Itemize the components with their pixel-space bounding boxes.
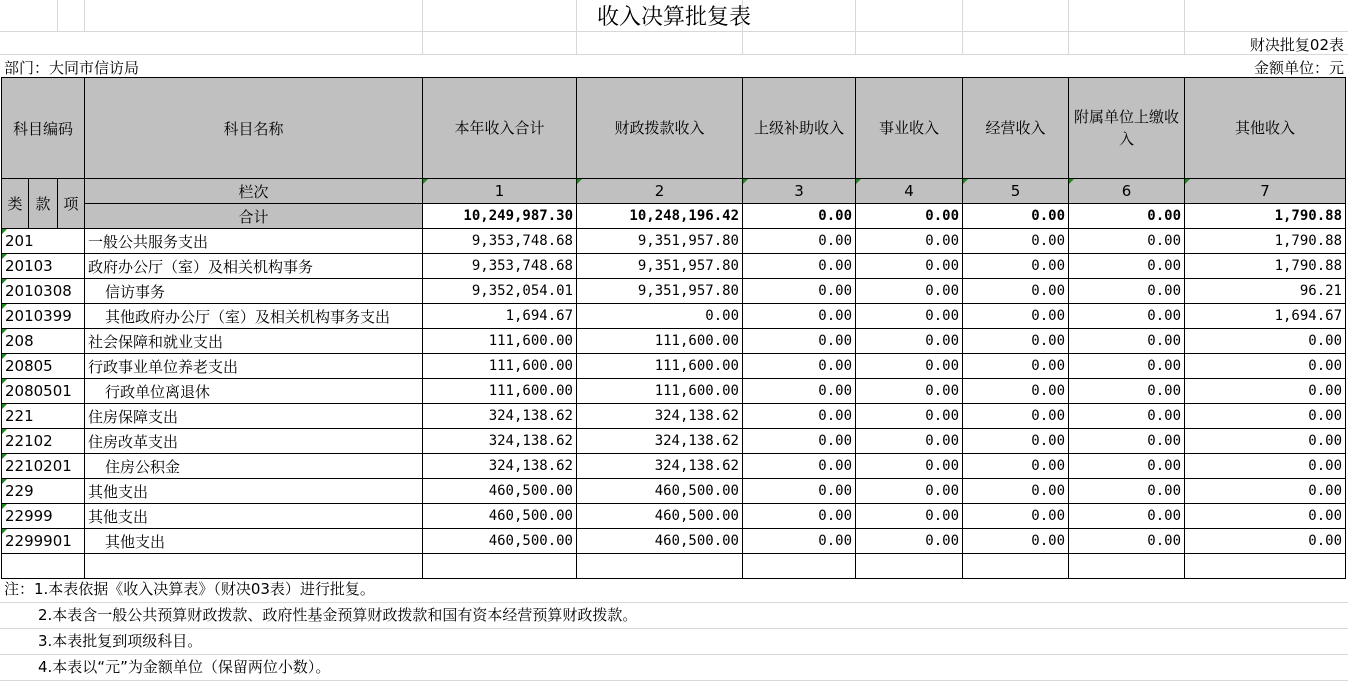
table-row (2, 454, 1346, 479)
column-number: 4 (856, 179, 963, 204)
subject-code-cell[interactable]: 208 (2, 329, 85, 354)
amount-cell[interactable]: 0.00 (1069, 279, 1185, 304)
total-cell[interactable]: 10,248,196.42 (577, 204, 743, 229)
empty-cell[interactable] (85, 554, 423, 579)
amount-cell[interactable]: 0.00 (856, 354, 963, 379)
header-fiscal-appropriation: 财政拨款收入 (577, 78, 743, 179)
subject-name-cell[interactable]: 住房保障支出 (85, 404, 423, 429)
amount-cell[interactable]: 1,790.88 (1185, 229, 1346, 254)
amount-cell[interactable]: 0.00 (1185, 379, 1346, 404)
amount-cell[interactable]: 0.00 (743, 329, 856, 354)
subject-name-cell[interactable]: 行政单位离退休 (85, 379, 423, 404)
empty-cell[interactable] (1185, 554, 1346, 579)
amount-cell[interactable]: 0.00 (856, 479, 963, 504)
amount-cell[interactable]: 0.00 (1069, 229, 1185, 254)
header-kuan: 款 (29, 179, 58, 229)
subject-name-cell[interactable]: 其他支出 (85, 529, 423, 554)
amount-cell[interactable]: 111,600.00 (577, 329, 743, 354)
amount-cell[interactable]: 9,352,054.01 (423, 279, 577, 304)
amount-cell[interactable]: 0.00 (1185, 479, 1346, 504)
table-row (2, 279, 1346, 304)
amount-cell[interactable]: 0.00 (1185, 504, 1346, 529)
amount-cell[interactable]: 0.00 (856, 429, 963, 454)
subject-code-cell[interactable]: 229 (2, 479, 85, 504)
amount-cell[interactable]: 1,790.88 (1185, 254, 1346, 279)
amount-cell[interactable]: 0.00 (856, 304, 963, 329)
table-row (2, 429, 1346, 454)
empty-cell[interactable] (963, 554, 1069, 579)
total-cell[interactable]: 1,790.88 (1185, 204, 1346, 229)
amount-cell[interactable]: 111,600.00 (577, 379, 743, 404)
amount-cell[interactable]: 0.00 (743, 504, 856, 529)
amount-cell[interactable]: 0.00 (963, 529, 1069, 554)
column-number: 7 (1185, 179, 1346, 204)
column-number: 5 (963, 179, 1069, 204)
amount-cell[interactable]: 9,351,957.80 (577, 254, 743, 279)
subject-name-cell[interactable]: 一般公共服务支出 (85, 229, 423, 254)
subject-code-cell[interactable]: 22999 (2, 504, 85, 529)
amount-cell[interactable]: 460,500.00 (577, 479, 743, 504)
column-number: 3 (743, 179, 856, 204)
amount-cell[interactable]: 0.00 (577, 304, 743, 329)
amount-cell[interactable]: 0.00 (1069, 304, 1185, 329)
amount-cell[interactable]: 324,138.62 (577, 404, 743, 429)
subject-name-cell[interactable]: 行政事业单位养老支出 (85, 354, 423, 379)
subject-code-cell[interactable]: 20103 (2, 254, 85, 279)
empty-cell[interactable] (2, 554, 85, 579)
amount-cell[interactable]: 0.00 (1185, 529, 1346, 554)
amount-cell[interactable]: 1,694.67 (423, 304, 577, 329)
amount-cell[interactable]: 0.00 (743, 354, 856, 379)
table-row (2, 254, 1346, 279)
subject-code-cell[interactable]: 2210201 (2, 454, 85, 479)
amount-cell[interactable]: 0.00 (856, 529, 963, 554)
header-subject-name: 科目名称 (85, 78, 423, 179)
subject-name-cell[interactable]: 社会保障和就业支出 (85, 329, 423, 354)
amount-cell[interactable]: 0.00 (743, 479, 856, 504)
amount-cell[interactable]: 0.00 (963, 379, 1069, 404)
subject-code-cell[interactable]: 2080501 (2, 379, 85, 404)
total-cell[interactable]: 0.00 (856, 204, 963, 229)
amount-cell[interactable]: 0.00 (743, 529, 856, 554)
amount-cell[interactable]: 460,500.00 (423, 529, 577, 554)
amount-cell[interactable]: 460,500.00 (423, 479, 577, 504)
amount-cell[interactable]: 0.00 (963, 329, 1069, 354)
form-code: 财决批复02表 (1249, 36, 1344, 54)
amount-cell[interactable]: 0.00 (1185, 429, 1346, 454)
amount-cell[interactable]: 1,694.67 (1185, 304, 1346, 329)
total-label: 合计 (85, 204, 423, 229)
subject-name-cell[interactable]: 其他政府办公厅（室）及相关机构事务支出 (85, 304, 423, 329)
amount-cell[interactable]: 0.00 (963, 279, 1069, 304)
department-label: 部门：大同市信访局 (4, 59, 140, 77)
amount-cell[interactable]: 0.00 (856, 229, 963, 254)
note-line: 注：1.本表依据《收入决算表》（财决03表）进行批复。 (0, 577, 1348, 603)
empty-row (2, 554, 1346, 579)
empty-cell[interactable] (856, 554, 963, 579)
empty-cell[interactable] (577, 554, 743, 579)
column-number: 1 (423, 179, 577, 204)
total-cell[interactable]: 10,249,987.30 (423, 204, 577, 229)
amount-cell[interactable]: 0.00 (743, 454, 856, 479)
amount-cell[interactable]: 96.21 (1185, 279, 1346, 304)
table-row (2, 329, 1346, 354)
total-cell[interactable]: 0.00 (963, 204, 1069, 229)
amount-cell[interactable]: 0.00 (856, 279, 963, 304)
note-line: 2.本表含一般公共预算财政拨款、政府性基金预算财政拨款和国有资本经营预算财政拨款。 (0, 603, 1348, 629)
subject-code-cell[interactable]: 201 (2, 229, 85, 254)
notes-section (0, 577, 1348, 681)
subject-code-cell[interactable]: 2010308 (2, 279, 85, 304)
amount-cell[interactable]: 0.00 (963, 354, 1069, 379)
amount-cell[interactable]: 0.00 (1069, 454, 1185, 479)
amount-cell[interactable]: 324,138.62 (423, 454, 577, 479)
header-xiang: 项 (58, 179, 85, 229)
subject-code-cell[interactable]: 2010399 (2, 304, 85, 329)
header-lei: 类 (2, 179, 29, 229)
subject-name-cell[interactable]: 其他支出 (85, 504, 423, 529)
amount-cell[interactable]: 0.00 (743, 304, 856, 329)
amount-cell[interactable]: 0.00 (743, 429, 856, 454)
amount-cell[interactable]: 0.00 (1185, 404, 1346, 429)
column-number: 2 (577, 179, 743, 204)
amount-cell[interactable]: 9,351,957.80 (577, 229, 743, 254)
amount-cell[interactable]: 0.00 (963, 479, 1069, 504)
column-number: 6 (1069, 179, 1185, 204)
amount-cell[interactable]: 460,500.00 (423, 504, 577, 529)
header-affiliated-remittance: 附属单位上缴收入 (1069, 78, 1185, 179)
amount-cell[interactable]: 0.00 (963, 504, 1069, 529)
amount-cell[interactable]: 9,353,748.68 (423, 229, 577, 254)
amount-cell[interactable]: 324,138.62 (577, 454, 743, 479)
amount-cell[interactable]: 111,600.00 (577, 354, 743, 379)
amount-cell[interactable]: 0.00 (963, 304, 1069, 329)
amount-cell[interactable]: 0.00 (856, 254, 963, 279)
subject-name-cell[interactable]: 其他支出 (85, 479, 423, 504)
subject-name-cell[interactable]: 政府办公厅（室）及相关机构事务 (85, 254, 423, 279)
amount-cell[interactable]: 460,500.00 (577, 529, 743, 554)
subject-code-cell[interactable]: 221 (2, 404, 85, 429)
amount-cell[interactable]: 0.00 (856, 379, 963, 404)
header-total-income: 本年收入合计 (423, 78, 577, 179)
amount-cell[interactable]: 0.00 (743, 229, 856, 254)
amount-unit-label: 金额单位：元 (1253, 59, 1344, 77)
header-superior-subsidy: 上级补助收入 (743, 78, 856, 179)
amount-cell[interactable]: 0.00 (856, 404, 963, 429)
table-row (2, 404, 1346, 429)
amount-cell[interactable]: 0.00 (856, 504, 963, 529)
amount-cell[interactable]: 0.00 (1069, 404, 1185, 429)
amount-cell[interactable]: 0.00 (1185, 329, 1346, 354)
subject-name-cell[interactable]: 住房公积金 (85, 454, 423, 479)
total-cell[interactable]: 0.00 (1069, 204, 1185, 229)
income-approval-table (1, 77, 1346, 579)
header-operating-income: 经营收入 (963, 78, 1069, 179)
subject-code-cell[interactable]: 2299901 (2, 529, 85, 554)
amount-cell[interactable]: 0.00 (1069, 429, 1185, 454)
amount-cell[interactable]: 9,351,957.80 (577, 279, 743, 304)
table-row (2, 229, 1346, 254)
header-subject-code: 科目编码 (2, 78, 85, 179)
empty-cell[interactable] (1069, 554, 1185, 579)
report-title: 收入决算批复表 (596, 5, 751, 30)
total-row (2, 204, 1346, 229)
amount-cell[interactable]: 0.00 (1069, 529, 1185, 554)
amount-cell[interactable]: 0.00 (743, 404, 856, 429)
amount-cell[interactable]: 111,600.00 (423, 354, 577, 379)
amount-cell[interactable]: 0.00 (1069, 379, 1185, 404)
subject-name-cell[interactable]: 住房改革支出 (85, 429, 423, 454)
amount-cell[interactable]: 0.00 (743, 279, 856, 304)
amount-cell[interactable]: 0.00 (963, 404, 1069, 429)
empty-cell[interactable] (743, 554, 856, 579)
amount-cell[interactable]: 0.00 (1185, 354, 1346, 379)
table-row (2, 504, 1346, 529)
table-row (2, 379, 1346, 404)
amount-cell[interactable]: 0.00 (1069, 354, 1185, 379)
amount-cell[interactable]: 111,600.00 (423, 329, 577, 354)
amount-cell[interactable]: 0.00 (856, 454, 963, 479)
amount-cell[interactable]: 0.00 (1069, 254, 1185, 279)
header-business-income: 事业收入 (856, 78, 963, 179)
table-row (2, 529, 1346, 554)
amount-cell[interactable]: 9,353,748.68 (423, 254, 577, 279)
amount-cell[interactable]: 0.00 (963, 254, 1069, 279)
amount-cell[interactable]: 0.00 (743, 254, 856, 279)
table-row (2, 479, 1346, 504)
amount-cell[interactable]: 0.00 (963, 454, 1069, 479)
header-other-income: 其他收入 (1185, 78, 1346, 179)
amount-cell[interactable]: 0.00 (1069, 479, 1185, 504)
amount-cell[interactable]: 0.00 (1185, 454, 1346, 479)
subject-code-cell[interactable]: 22102 (2, 429, 85, 454)
amount-cell[interactable]: 0.00 (1069, 329, 1185, 354)
header-lanci: 栏次 (85, 179, 423, 204)
amount-cell[interactable]: 0.00 (1069, 504, 1185, 529)
table-row (2, 304, 1346, 329)
amount-cell[interactable]: 324,138.62 (423, 429, 577, 454)
amount-cell[interactable]: 0.00 (743, 379, 856, 404)
amount-cell[interactable]: 0.00 (963, 229, 1069, 254)
empty-cell[interactable] (423, 554, 577, 579)
table-body (2, 229, 1346, 554)
note-line: 4.本表以“元”为金额单位（保留两位小数）。 (0, 655, 1348, 681)
gridline (0, 54, 1348, 55)
total-cell[interactable]: 0.00 (743, 204, 856, 229)
note-line: 3.本表批复到项级科目。 (0, 629, 1348, 655)
amount-cell[interactable]: 111,600.00 (423, 379, 577, 404)
amount-cell[interactable]: 0.00 (856, 329, 963, 354)
amount-cell[interactable]: 324,138.62 (423, 404, 577, 429)
subject-name-cell[interactable]: 信访事务 (85, 279, 423, 304)
subject-code-cell[interactable]: 20805 (2, 354, 85, 379)
amount-cell[interactable]: 460,500.00 (577, 504, 743, 529)
amount-cell[interactable]: 0.00 (963, 429, 1069, 454)
amount-cell[interactable]: 324,138.62 (577, 429, 743, 454)
table-row (2, 354, 1346, 379)
